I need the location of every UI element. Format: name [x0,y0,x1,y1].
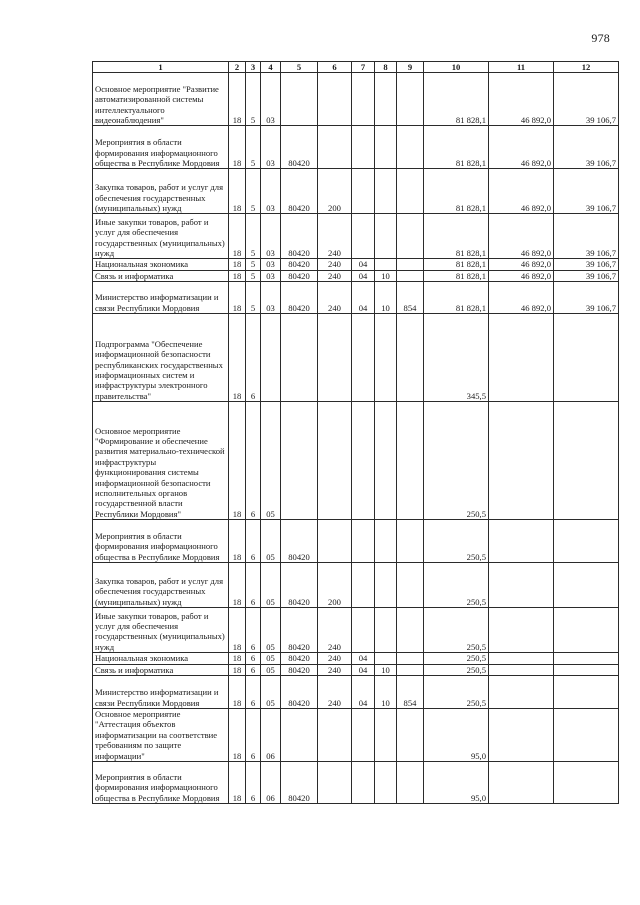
table-cell: 18 [229,709,246,762]
page-number: 978 [591,31,610,45]
table-cell: 6 [246,314,261,402]
table-cell: 05 [261,563,281,608]
table-cell [489,314,554,402]
table-row [93,73,619,126]
row-label-cell: Закупка товаров, работ и услуг для обеспечения государственных (муниципальных) нужд [93,563,229,608]
table-cell: 05 [261,664,281,675]
table-row [93,259,619,270]
table-cell: 6 [246,664,261,675]
table-cell [352,314,375,402]
table-cell [281,402,318,520]
table-cell: 240 [318,259,352,270]
table-cell: 250,5 [424,664,489,675]
column-header: 7 [352,62,375,73]
table-cell: 5 [246,270,261,281]
table-cell: 04 [352,653,375,664]
table-cell [397,270,424,281]
row-label-cell: Национальная экономика [93,653,229,664]
table-cell: 18 [229,653,246,664]
table-cell [375,762,397,804]
table-cell: 80420 [281,676,318,709]
table-cell [375,653,397,664]
row-label-cell: Подпрограмма "Обеспечение информационной безопасности республиканских государственных информационных систем и инфраструктуры электронного правительства" [93,314,229,402]
table-cell: 04 [352,270,375,281]
column-header: 2 [229,62,246,73]
table-cell: 6 [246,762,261,804]
table-cell: 250,5 [424,653,489,664]
table-cell: 250,5 [424,520,489,563]
table-cell [281,73,318,126]
table-cell: 81 828,1 [424,282,489,314]
column-header: 11 [489,62,554,73]
table-cell: 18 [229,402,246,520]
row-label-cell: Национальная экономика [93,259,229,270]
table-cell: 04 [352,676,375,709]
table-row [93,282,619,314]
table-cell: 18 [229,608,246,653]
table-cell: 10 [375,282,397,314]
table-cell: 03 [261,214,281,259]
table-cell: 240 [318,653,352,664]
table-cell: 46 892,0 [489,270,554,281]
table-cell: 80420 [281,563,318,608]
table-cell: 240 [318,270,352,281]
table-cell: 80420 [281,126,318,169]
table-cell: 81 828,1 [424,169,489,214]
table-cell: 6 [246,653,261,664]
table-cell: 03 [261,169,281,214]
table-cell [281,709,318,762]
table-cell: 6 [246,563,261,608]
table-cell: 46 892,0 [489,126,554,169]
table-cell [318,402,352,520]
table-cell: 5 [246,169,261,214]
table-cell: 250,5 [424,563,489,608]
table-cell [375,259,397,270]
table-cell [397,762,424,804]
row-label-cell: Иные закупки товаров, работ и услуг для обеспечения государственных (муниципальных) нужд [93,214,229,259]
table-row [93,214,619,259]
table-cell: 6 [246,676,261,709]
table-cell [554,402,619,520]
column-header: 3 [246,62,261,73]
table-cell: 10 [375,676,397,709]
table-cell: 80420 [281,282,318,314]
table-cell [554,709,619,762]
table-cell: 46 892,0 [489,282,554,314]
table-cell: 80420 [281,608,318,653]
table-cell [352,563,375,608]
table-cell [489,762,554,804]
table-cell: 46 892,0 [489,73,554,126]
table-cell [375,520,397,563]
table-cell: 18 [229,314,246,402]
table-cell [554,676,619,709]
table-cell: 81 828,1 [424,270,489,281]
table-cell: 250,5 [424,608,489,653]
table-row [93,270,619,281]
header-row [93,62,619,73]
table-cell [489,563,554,608]
table-cell [375,608,397,653]
budget-table [92,61,619,804]
table-row [93,664,619,675]
table-cell: 80420 [281,653,318,664]
table-cell [489,653,554,664]
table-cell [375,314,397,402]
table-cell [375,709,397,762]
table-cell [489,664,554,675]
table-cell: 04 [352,282,375,314]
table-cell: 18 [229,282,246,314]
table-cell [397,73,424,126]
table-cell: 81 828,1 [424,73,489,126]
table-cell: 80420 [281,259,318,270]
table-cell: 240 [318,676,352,709]
table-cell: 81 828,1 [424,259,489,270]
table-cell: 05 [261,402,281,520]
table-row [93,520,619,563]
table-cell [318,520,352,563]
table-cell [352,73,375,126]
table-cell: 39 106,7 [554,270,619,281]
table-cell: 18 [229,259,246,270]
table-cell: 05 [261,676,281,709]
table-cell: 18 [229,520,246,563]
table-row [93,608,619,653]
table-cell [397,169,424,214]
row-label-cell: Связь и информатика [93,664,229,675]
table-cell: 80420 [281,214,318,259]
table-cell: 18 [229,664,246,675]
table-cell: 18 [229,73,246,126]
table-cell [489,676,554,709]
table-cell: 46 892,0 [489,214,554,259]
table-cell [554,563,619,608]
table-cell: 80420 [281,762,318,804]
table-cell: 200 [318,169,352,214]
column-header: 9 [397,62,424,73]
table-cell [352,214,375,259]
table-cell: 6 [246,402,261,520]
table-cell: 345,5 [424,314,489,402]
table-cell [375,214,397,259]
table-cell: 80420 [281,664,318,675]
table-cell: 18 [229,676,246,709]
column-header: 10 [424,62,489,73]
table-cell [489,608,554,653]
table-cell: 6 [246,608,261,653]
table-cell [489,709,554,762]
column-header: 12 [554,62,619,73]
column-header: 4 [261,62,281,73]
table-cell [397,563,424,608]
table-cell [261,314,281,402]
table-cell [352,126,375,169]
column-header: 6 [318,62,352,73]
table-cell [397,214,424,259]
column-header: 1 [93,62,229,73]
table-cell: 05 [261,520,281,563]
table-row [93,126,619,169]
table-cell: 18 [229,762,246,804]
row-label-cell: Мероприятия в области формирования информационного общества в Республике Мордовия [93,126,229,169]
table-cell: 18 [229,126,246,169]
table-row [93,762,619,804]
table-cell: 10 [375,664,397,675]
table-cell: 200 [318,563,352,608]
table-row [93,653,619,664]
row-label-cell: Мероприятия в области формирования информационного общества в Республике Мордовия [93,520,229,563]
table-cell [397,608,424,653]
table-cell [281,314,318,402]
table-cell [554,664,619,675]
table-cell: 04 [352,664,375,675]
table-cell: 854 [397,676,424,709]
table-cell: 03 [261,270,281,281]
table-cell [375,126,397,169]
table-cell [489,520,554,563]
table-cell: 04 [352,259,375,270]
row-label-cell: Министерство информатизации и связи Республики Мордовия [93,676,229,709]
row-label-cell: Основное мероприятие "Формирование и обеспечение развития материально-технической инфраструктуры функционирования системы информационной безопасности исполнительных органов государственной власти Республики Мордовия" [93,402,229,520]
table-cell: 18 [229,214,246,259]
table-cell: 240 [318,664,352,675]
table-cell: 5 [246,73,261,126]
row-label-cell: Иные закупки товаров, работ и услуг для обеспечения государственных (муниципальных) нужд [93,608,229,653]
table-cell: 05 [261,608,281,653]
table-cell: 240 [318,608,352,653]
table-cell [318,709,352,762]
column-header: 8 [375,62,397,73]
table-cell [554,762,619,804]
column-header: 5 [281,62,318,73]
table-cell: 03 [261,73,281,126]
table-cell: 81 828,1 [424,126,489,169]
table-cell [375,73,397,126]
table-cell: 250,5 [424,402,489,520]
row-label-cell: Закупка товаров, работ и услуг для обеспечения государственных (муниципальных) нужд [93,169,229,214]
table-row [93,563,619,608]
table-cell [352,520,375,563]
row-label-cell: Министерство информатизации и связи Республики Мордовия [93,282,229,314]
table-cell [554,314,619,402]
table-body [93,73,619,804]
table-cell [318,762,352,804]
table-cell: 03 [261,126,281,169]
table-cell: 03 [261,282,281,314]
table-row [93,709,619,762]
table-cell: 5 [246,259,261,270]
table-cell: 5 [246,282,261,314]
row-label-cell: Мероприятия в области формирования информационного общества в Республике Мордовия [93,762,229,804]
table-cell: 06 [261,709,281,762]
table-cell [554,608,619,653]
table-cell: 81 828,1 [424,214,489,259]
table-cell [352,169,375,214]
table-cell [489,402,554,520]
table-cell: 39 106,7 [554,214,619,259]
table-cell: 95,0 [424,709,489,762]
table-cell: 05 [261,653,281,664]
table-cell [352,608,375,653]
table-cell: 854 [397,282,424,314]
table-cell: 39 106,7 [554,259,619,270]
table-cell [375,402,397,520]
table-cell: 5 [246,126,261,169]
table-cell [352,709,375,762]
table-cell [397,520,424,563]
table-row [93,314,619,402]
table-row [93,676,619,709]
table-cell [397,402,424,520]
table-cell [397,653,424,664]
table-cell: 18 [229,270,246,281]
table-row [93,402,619,520]
table-cell: 80420 [281,169,318,214]
table-cell: 5 [246,214,261,259]
table-cell [318,73,352,126]
table-cell: 80420 [281,270,318,281]
table-row [93,169,619,214]
row-label-cell: Связь и информатика [93,270,229,281]
table-cell [397,259,424,270]
table-cell: 39 106,7 [554,169,619,214]
table-cell [352,762,375,804]
table-cell [397,126,424,169]
table-cell: 10 [375,270,397,281]
table-cell [397,709,424,762]
table-cell [318,126,352,169]
table-cell: 18 [229,169,246,214]
table-cell: 6 [246,709,261,762]
table-cell: 39 106,7 [554,282,619,314]
table-cell: 46 892,0 [489,259,554,270]
table-cell: 39 106,7 [554,73,619,126]
table-cell: 80420 [281,520,318,563]
table-cell: 18 [229,563,246,608]
row-label-cell: Основное мероприятие "Аттестация объектов информатизации на соответствие требованиям по защите информации" [93,709,229,762]
table-cell [318,314,352,402]
table-cell: 46 892,0 [489,169,554,214]
table-cell [397,664,424,675]
table-cell: 06 [261,762,281,804]
table-cell [554,653,619,664]
table-cell: 6 [246,520,261,563]
table-cell: 39 106,7 [554,126,619,169]
table-cell [554,520,619,563]
table-cell: 240 [318,282,352,314]
table-cell [375,169,397,214]
table-cell: 95,0 [424,762,489,804]
table-cell: 250,5 [424,676,489,709]
table-cell [352,402,375,520]
table-cell [375,563,397,608]
row-label-cell: Основное мероприятие "Развитие автоматизированной системы интеллектуального видеонаблюдения" [93,73,229,126]
table-cell: 240 [318,214,352,259]
table-cell: 03 [261,259,281,270]
table-cell [397,314,424,402]
